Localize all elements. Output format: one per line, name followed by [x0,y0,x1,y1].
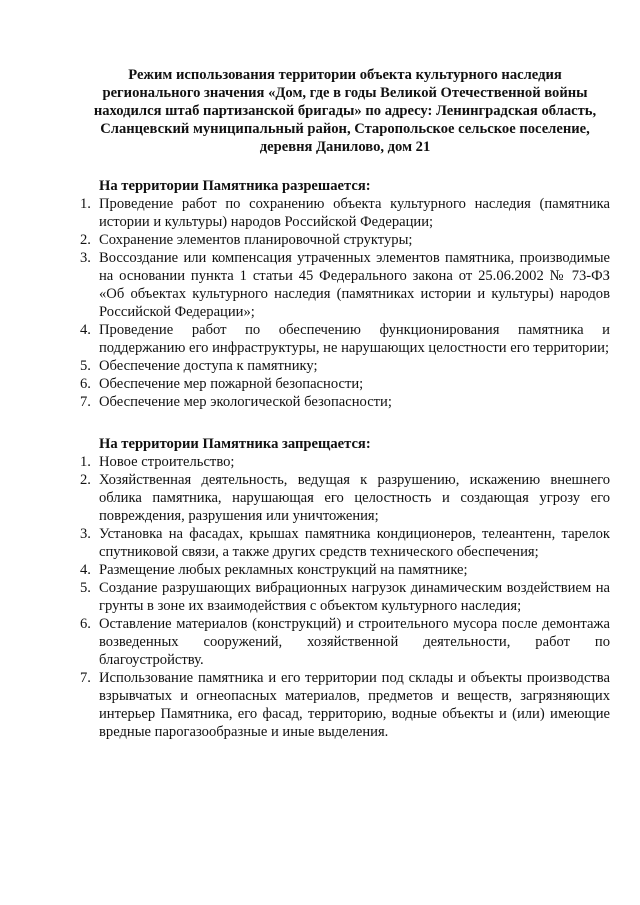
item-number: 1. [80,196,91,212]
title-line: деревня Данилово, дом 21 [259,139,431,155]
item-text: Создание разрушающих вибрационных нагрузок динамическим воздействием на грунты в зоне их взаимодействия с объектом культурного наследия; [99,580,610,614]
item-text: Сохранение элементов планировочной структуры; [99,232,413,248]
item-text: Проведение работ по обеспечению функционирования памятника и поддержанию его инфраструктуры, не нарушающих целостности его территории; [99,322,610,356]
section-spacer [80,411,610,435]
item-number: 5. [80,358,91,374]
item-number: 6. [80,616,91,632]
item-text: Новое строительство; [99,454,235,470]
item-number: 4. [80,562,91,578]
list-item [80,453,610,471]
item-text: Проведение работ по сохранению объекта культурного наследия (памятника истории и культуры) народов Российской Федерации; [99,196,610,230]
list-item [80,249,610,321]
title-line: регионального значения «Дом, где в годы Великой Отечественной войны [102,85,588,101]
allowed-heading: На территории Памятника разрешается: [99,178,371,194]
item-number: 2. [80,232,91,248]
item-text: Обеспечение доступа к памятнику; [99,358,318,374]
item-number: 4. [80,322,91,338]
list-item [80,525,610,561]
title-line: Сланцевский муниципальный район, Старопольское сельское поселение, [100,121,590,137]
forbidden-list [80,453,610,741]
list-item [80,579,610,615]
item-text: Хозяйственная деятельность, ведущая к разрушению, искажению внешнего облика памятника, нарушающая его целостность и создающая угрозу его повреждения, разрушения или уничтожения; [99,472,610,524]
list-item [80,195,610,231]
title-line: находился штаб партизанской бригады» по адресу: Ленинградская область, [93,103,597,119]
item-text: Установка на фасадах, крышах памятника кондиционеров, телеантенн, тарелок спутниковой связи, а также других средств технического обеспечения; [99,526,610,560]
item-number: 7. [80,670,91,686]
item-text: Обеспечение мер пожарной безопасности; [99,376,364,392]
item-text: Использование памятника и его территории под склады и объекты производства взрывчатых и огнеопасных материалов, предметов и веществ, загрязняющих интерьер Памятника, его фасад, территорию, водные объекты и (или) имеющие вредные парогазообразные и иные выделения. [99,670,610,740]
item-number: 5. [80,580,91,596]
item-number: 7. [80,394,91,410]
list-item [80,357,610,375]
item-number: 1. [80,454,91,470]
item-text: Воссоздание или компенсация утраченных элементов памятника, производимые на основании пункта 1 статьи 45 Федерального закона от 25.06.2002 № 73-ФЗ «Об объектах культурного наследия (памятниках истории и культуры) народов Российской Федерации»; [99,250,610,320]
list-item [80,471,610,525]
item-text: Размещение любых рекламных конструкций на памятнике; [99,562,468,578]
item-text: Обеспечение мер экологической безопасности; [99,394,392,410]
list-item [80,669,610,741]
document-title [80,66,610,156]
item-number: 3. [80,250,91,266]
allowed-section [80,177,610,411]
title-line: Режим использования территории объекта культурного наследия [128,67,562,83]
forbidden-section [80,435,610,741]
allowed-list [80,195,610,411]
forbidden-heading: На территории Памятника запрещается: [99,436,371,452]
item-number: 2. [80,472,91,488]
list-item [80,231,610,249]
list-item [80,321,610,357]
item-number: 6. [80,376,91,392]
document-page [80,66,610,741]
list-item [80,375,610,393]
list-item [80,561,610,579]
item-text: Оставление материалов (конструкций) и строительного мусора после демонтажа возведенных сооружений, хозяйственной деятельности, работ по благоустройству. [99,616,610,668]
item-number: 3. [80,526,91,542]
list-item [80,393,610,411]
list-item [80,615,610,669]
